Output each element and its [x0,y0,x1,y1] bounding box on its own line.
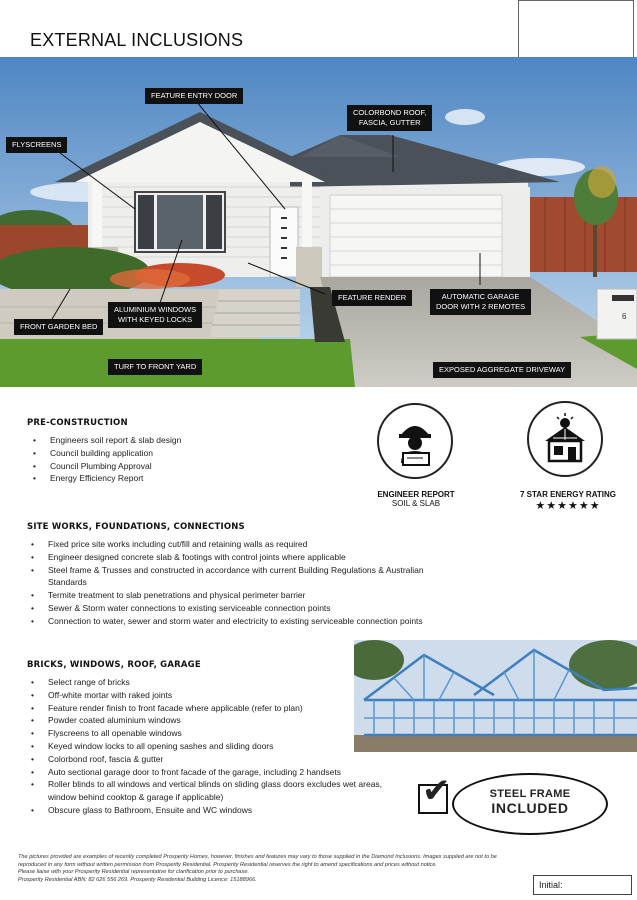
solar-house-icon [529,403,601,475]
list-item: • Council building application [28,447,328,460]
callout-windows: ALUMINIUM WINDOWS WITH KEYED LOCKS [108,302,202,328]
list-item: • Energy Efficiency Report [28,472,328,485]
checkbox-icon [418,772,451,814]
callout-garden-bed: FRONT GARDEN BED [14,319,103,335]
engineer-badge-title: ENGINEER REPORT [377,490,455,499]
pre-construction-list [28,434,328,485]
list-item: • Powder coated aluminium windows [26,714,406,727]
check-mark-icon: ✔ [422,772,451,810]
list-item: • Feature render finish to front facade where applicable (refer to plan) [26,702,406,715]
list-item: • Sewer & Storm water connections to existing serviceable connection points [26,602,446,615]
house-number: 6 [622,312,627,321]
page-title: EXTERNAL INCLUSIONS [30,30,244,50]
disclaimer: The pictures provided are examples of recently completed Prosperity Homes, however, finishes and features may vary to those supplied in the Diamond Inclusions. Images supplied are not to be reproduced in any form without written permission from Prosperity Residential. Prosperity Residential reserves the right to amend specifications and prices without notice. Please liaise with your Prosperity Residential representative for clarification prior to purchase. Prosperity Residential ABN: 82 626 556 269. Prosperity Residential Building Licence: 15188966. [18,854,497,883]
energy-stars: ★★★★★★ [535,500,601,512]
steel-frame-photo [354,640,637,752]
pre-construction-heading: PRE-CONSTRUCTION [27,418,128,428]
bricks-list [26,676,406,817]
list-item: • Engineers soil report & slab design [28,434,328,447]
steel-frame-badge [452,773,608,835]
callout-flyscreens: FLYSCREENS [6,137,67,153]
list-item: • Obscure glass to Bathroom, Ensuite and WC windows [26,804,406,817]
steel-frame-line2: INCLUDED [491,800,569,816]
energy-badge-title: 7 STAR ENERGY RATING [519,490,616,499]
callout-feature-render: FEATURE RENDER [332,290,412,306]
list-item: • Off-white mortar with raked joints [26,689,406,702]
list-item: • Select range of bricks [26,676,406,689]
list-item: • Council Plumbing Approval [28,460,328,473]
callout-driveway: EXPOSED AGGREGATE DRIVEWAY [433,362,571,378]
callout-garage-door: AUTOMATIC GARAGE DOOR WITH 2 REMOTES [430,289,531,315]
callout-roof: COLORBOND ROOF, FASCIA, GUTTER [347,105,432,131]
engineer-icon [379,405,451,477]
site-works-heading: SITE WORKS, FOUNDATIONS, CONNECTIONS [27,522,245,532]
engineer-badge [377,403,453,479]
initial-field[interactable]: Initial: [533,875,632,895]
list-item: • Auto sectional garage door to front facade of the garage, including 2 handsets [26,766,406,779]
list-item: • Connection to water, sewer and storm water and electricity to existing serviceable connection points [26,615,446,628]
callout-turf: TURF TO FRONT YARD [108,359,202,375]
callout-entry-door: FEATURE ENTRY DOOR [145,88,243,104]
list-item: • Roller blinds to all windows and vertical blinds on sliding glass doors excludes wet areas, window behind cooktop & garage if applicable) [26,778,406,804]
list-item: • Fixed price site works including cut/fill and retaining walls as required [26,538,446,551]
site-works-list [26,538,446,628]
bricks-heading: BRICKS, WINDOWS, ROOF, GARAGE [27,660,201,670]
list-item: • Colorbond roof, fascia & gutter [26,753,406,766]
energy-badge [527,401,603,477]
house-photo [0,57,637,387]
steel-frame-line1: STEEL FRAME [489,788,571,800]
engineer-badge-subtitle: SOIL & SLAB [391,499,441,508]
list-item: • Engineer designed concrete slab & footings with control joints where applicable [26,551,446,564]
list-item: • Termite treatment to slab penetrations and physical perimeter barrier [26,589,446,602]
list-item: • Flyscreens to all openable windows [26,727,406,740]
list-item: • Keyed window locks to all opening sashes and sliding doors [26,740,406,753]
list-item: • Steel frame & Trusses and constructed in accordance with current Building Regulations & Australian Standards [26,564,446,590]
